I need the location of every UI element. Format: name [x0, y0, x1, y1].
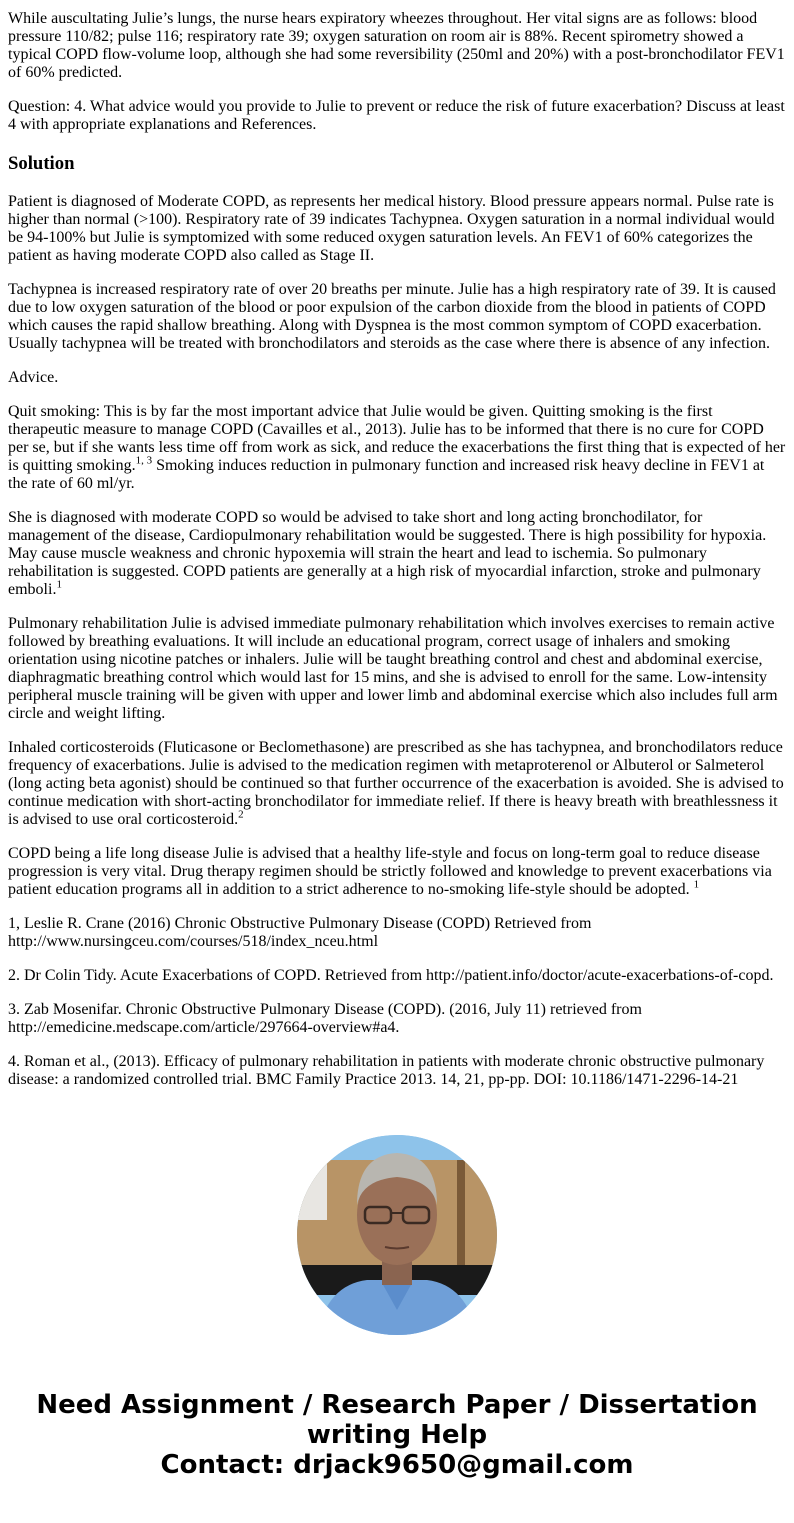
question-scenario: While auscultating Julie’s lungs, the nurse hears expiratory wheezes throughout. Her vital signs are as follows: blood pressure 110/82; pulse 116; respiratory rate 39; oxygen saturation on room air is 88%. Recent spirometry showed a typical COPD flow-volume loop, although she had some reversibility (250ml and 20%) with a post-bronchodilator FEV1 of 60% predicted.	[8, 10, 785, 81]
promo-line-2: writing Help	[306, 1420, 488, 1450]
solution-paragraph-diagnosis: Patient is diagnosed of Moderate COPD, as represents her medical history. Blood pressure appears normal. Pulse rate is higher than normal (>100). Respiratory rate of 39 indicates Tachypnea. Oxygen saturation in a normal individual would be 94-100% but Julie is symptomized with some reduced oxygen saturation levels. An FEV1 of 60% categorizes the patient as having moderate COPD also called as Stage II.	[8, 193, 775, 264]
citation-superscript: 1	[56, 578, 62, 591]
solution-paragraph-tachypnea: Tachypnea is increased respiratory rate of over 20 breaths per minute. Julie has a high respiratory rate of 39. It is caused due to low oxygen saturation of the blood or poor expulsion of the carbon dioxide from the blood in patients of COPD which causes the rapid shallow breathing. Along with Dyspnea is the most common symptom of COPD exacerbation. Usually tachypnea will be treated with bronchodilators and steroids as the case where there is absence of any infection.	[8, 281, 776, 352]
promo-line-1: Need Assignment / Research Paper / Dissertation	[36, 1390, 758, 1420]
reference-3: 3. Zab Mosenifar. Chronic Obstructive Pulmonary Disease (COPD). (2016, July 11) retrieved from http://emedicine.medscape.com/article/297664-overview#a4.	[8, 1001, 642, 1036]
citation-superscript: 1, 3	[135, 454, 153, 467]
advice-label: Advice.	[8, 369, 59, 386]
question-prompt: Question: 4. What advice would you provide to Julie to prevent or reduce the risk of future exacerbation? Discuss at least 4 with appropriate explanations and References.	[8, 98, 785, 133]
person-portrait-icon	[297, 1135, 497, 1335]
author-avatar	[297, 1135, 497, 1335]
solution-heading: Solution	[8, 153, 75, 174]
advice-quit-smoking	[8, 403, 786, 493]
reference-4: 4. Roman et al., (2013). Efficacy of pulmonary rehabilitation in patients with moderate chronic obstructive pulmonary disease: a randomized controlled trial. BMC Family Practice 2013. 14, 21, pp-pp. DOI: 10.1186/1471-2296-14-21	[8, 1053, 765, 1088]
advice-lifestyle	[8, 845, 786, 899]
reference-2: 2. Dr Colin Tidy. Acute Exacerbations of COPD. Retrieved from http://patient.info/doctor/acute-exacerbations-of-copd.	[8, 967, 774, 984]
steroids-text: Inhaled corticosteroids (Fluticasone or Beclomethasone) are prescribed as she has tachypnea, and bronchodilators reduce frequency of exacerbations. Julie is advised to the medication regimen with metaproterenol or Albuterol or Salmeterol (long acting beta agonist) should be continued so that further occurrence of the exacerbation is avoided. She is advised to continue medication with short-acting bronchodilator for immediate relief. If there is heavy breath with breathlessness it is advised to use oral corticosteroid.	[8, 739, 784, 828]
citation-superscript: 1	[693, 878, 700, 891]
quit-smoking-text-cont: Smoking induces reduction in pulmonary function and increased risk heavy decline in FEV1 at the rate of 60 ml/yr.	[8, 457, 765, 492]
lifestyle-text: COPD being a life long disease Julie is advised that a healthy life-style and focus on long-term goal to reduce disease progression is very vital. Drug therapy regimen should be strictly followed and knowledge to prevent exacerbations via patient education programs all in addition to a strict adherence to no-smoking life-style should be adopted.	[8, 845, 772, 898]
citation-superscript: 2	[238, 808, 244, 821]
bronchodilator-text: She is diagnosed with moderate COPD so would be advised to take short and long acting bronchodilator, for management of the disease, Cardiopulmonary rehabilitation would be suggested. There is high possibility for hypoxia. May cause muscle weakness and chronic hypoxemia will strain the heart and lead to ischemia. So pulmonary rehabilitation is suggested. COPD patients are generally at a high risk of myocardial infarction, stroke and pulmonary emboli.	[8, 509, 767, 598]
advice-pulmonary-rehab: Pulmonary rehabilitation Julie is advised immediate pulmonary rehabilitation which involves exercises to remain active followed by breathing evaluations. It will include an educational program, correct usage of inhalers and smoking orientation using nicotine patches or inhalers. Julie will be taught breathing control and chest and abdominal exercise, diaphragmatic breathing control which would last for 15 mins, and she is advised to enroll for the same. Low-intensity peripheral muscle training will be given with upper and lower limb and abdominal exercise which also includes full arm circle and weight lifting.	[8, 615, 778, 722]
author-photo-container	[8, 1135, 786, 1340]
promo-contact: Contact: drjack9650@gmail.com	[160, 1450, 634, 1480]
advice-corticosteroids	[8, 739, 786, 829]
quit-smoking-text: Quit smoking: This is by far the most important advice that Julie would be given. Quitting smoking is the first therapeutic measure to manage COPD (Cavailles et al., 2013). Julie has to be informed that there is no cure for COPD per se, but if she wants less time off from work as sick, and reduce the exacerbations the first thing that is expected of her is quitting smoking.	[8, 403, 786, 474]
reference-1: 1, Leslie R. Crane (2016) Chronic Obstructive Pulmonary Disease (COPD) Retrieved from http://www.nursingceu.com/courses/518/index_nceu.html	[8, 915, 592, 950]
advice-bronchodilator	[8, 509, 786, 599]
promo-banner	[8, 1390, 786, 1480]
